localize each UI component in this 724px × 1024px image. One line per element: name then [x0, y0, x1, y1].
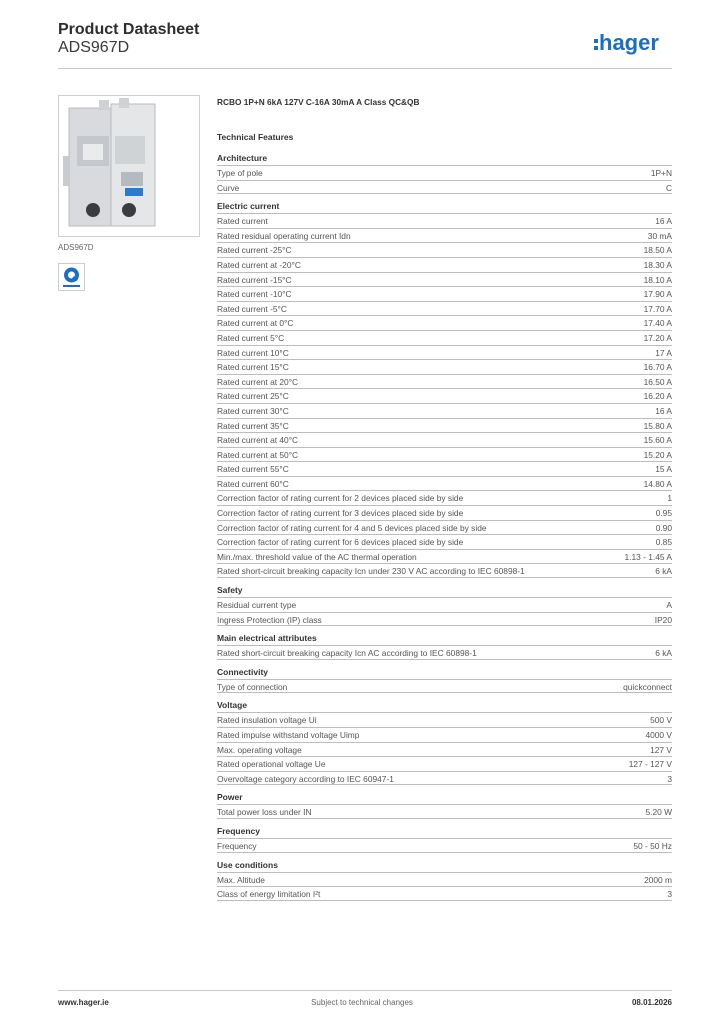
feature-label: Rated current at 50°C [217, 449, 299, 460]
feature-value: 0.95 [655, 508, 672, 519]
quickconnect-icon [58, 263, 85, 291]
feature-label: Rated current at 20°C [217, 376, 299, 387]
feature-label: Rated current [217, 216, 268, 227]
rcbo-device-icon [59, 96, 199, 236]
feature-value: 127 V [650, 744, 672, 755]
feature-row [217, 432, 672, 447]
feature-section [217, 200, 672, 578]
feature-value: 1P+N [650, 168, 672, 178]
feature-value: 3 [667, 889, 672, 900]
feature-label: Type of pole [217, 168, 263, 178]
product-image [58, 95, 200, 237]
feature-value: 1.13 - 1.45 A [624, 551, 672, 562]
feature-section [217, 825, 672, 853]
feature-row [217, 330, 672, 345]
feature-row [217, 679, 672, 694]
feature-label: Rated current 5°C [217, 332, 285, 343]
feature-label: Correction factor of rating current for 2 devices placed side by side [217, 493, 464, 504]
footer-divider [58, 990, 672, 991]
feature-value: 4000 V [645, 730, 672, 740]
feature-row [217, 286, 672, 301]
feature-row [217, 597, 672, 612]
feature-value: 18.50 A [643, 245, 672, 256]
feature-label: Overvoltage category according to IEC 60947-1 [217, 773, 394, 784]
footer-disclaimer: Subject to technical changes [311, 998, 413, 1007]
feature-label: Rated current 15°C [217, 362, 289, 373]
feature-value: 15.20 A [643, 449, 672, 460]
feature-label: Rated current at 0°C [217, 318, 294, 329]
feature-value: IP20 [654, 614, 672, 625]
feature-label: Rated current 25°C [217, 391, 289, 402]
feature-value: quickconnect [623, 681, 672, 692]
feature-section [217, 584, 672, 626]
header-divider [58, 68, 672, 69]
feature-label: Residual current type [217, 600, 297, 611]
feature-label: Max. Altitude [217, 874, 265, 885]
datasheet-content [217, 96, 672, 901]
feature-row [217, 213, 672, 228]
feature-label: Rated current 10°C [217, 347, 289, 358]
feature-row [217, 315, 672, 330]
feature-label: Curve [217, 182, 240, 193]
feature-row [217, 374, 672, 389]
feature-label: Correction factor of rating current for 3 devices placed side by side [217, 508, 464, 519]
section-rows [217, 872, 672, 901]
feature-value: 0.85 [655, 537, 672, 548]
feature-value: A [666, 600, 672, 611]
feature-row [217, 165, 672, 180]
feature-row [217, 563, 672, 578]
feature-label: Ingress Protection (IP) class [217, 614, 322, 625]
feature-row [217, 712, 672, 727]
feature-label: Correction factor of rating current for 4 and 5 devices placed side by side [217, 522, 487, 533]
feature-row [217, 520, 672, 535]
feature-section [217, 632, 672, 660]
feature-row [217, 447, 672, 462]
feature-row [217, 872, 672, 887]
feature-label: Rated operational voltage Ue [217, 759, 326, 770]
feature-row [217, 727, 672, 742]
feature-section [217, 699, 672, 785]
section-rows [217, 645, 672, 660]
section-title: Voltage [217, 700, 248, 711]
feature-value: 15.60 A [643, 435, 672, 446]
feature-value: 16 A [655, 216, 672, 227]
document-title: Product Datasheet [58, 21, 200, 38]
feature-value: 16.70 A [643, 362, 672, 373]
section-rows [217, 165, 672, 194]
feature-row [217, 228, 672, 243]
feature-row [217, 886, 672, 901]
feature-row [217, 490, 672, 505]
feature-label: Correction factor of rating current for 6 devices placed side by side [217, 537, 464, 548]
footer-website[interactable]: www.hager.ie [58, 998, 109, 1007]
product-name: RCBO 1P+N 6kA 127V C-16A 30mA A Class QC&QB [217, 97, 420, 107]
section-title: Use conditions [217, 859, 278, 870]
feature-label: Min./max. threshold value of the AC thermal operation [217, 551, 417, 562]
feature-row [217, 534, 672, 549]
feature-label: Max. operating voltage [217, 744, 302, 755]
feature-row [217, 476, 672, 491]
feature-row [217, 242, 672, 257]
feature-row [217, 549, 672, 564]
feature-section [217, 791, 672, 819]
feature-label: Class of energy limitation I²t [217, 889, 321, 900]
feature-value: 127 - 127 V [628, 759, 672, 770]
feature-label: Rated current -25°C [217, 245, 292, 256]
feature-label: Rated current 60°C [217, 478, 289, 489]
feature-section [217, 859, 672, 901]
feature-label: Rated impulse withstand voltage Uimp [217, 730, 360, 740]
feature-value: 16 A [655, 405, 672, 416]
feature-row [217, 505, 672, 520]
feature-label: Rated residual operating current Idn [217, 230, 351, 241]
feature-row [217, 771, 672, 786]
feature-value: 15.80 A [643, 420, 672, 431]
feature-value: 14.80 A [643, 478, 672, 489]
section-title: Main electrical attributes [217, 633, 317, 644]
feature-label: Rated current -5°C [217, 303, 287, 314]
feature-value: 6 kA [655, 566, 672, 577]
feature-value: 17.20 A [643, 332, 672, 343]
feature-label: Rated current 30°C [217, 405, 289, 416]
feature-value: 17 A [655, 347, 672, 358]
feature-label: Rated current 55°C [217, 464, 289, 475]
feature-label: Rated current at 40°C [217, 435, 299, 446]
feature-label: Rated current -10°C [217, 289, 292, 300]
footer-date: 08.01.2026 [631, 998, 672, 1007]
feature-label: Total power loss under IN [217, 807, 312, 818]
feature-label: Rated short-circuit breaking capacity Icn under 230 V AC according to IEC 60898-1 [217, 566, 525, 577]
feature-row [217, 257, 672, 272]
feature-label: Rated insulation voltage Ui [217, 715, 317, 726]
feature-value: 500 V [650, 715, 672, 726]
feature-row [217, 756, 672, 771]
feature-section [217, 666, 672, 694]
feature-row [217, 612, 672, 627]
feature-value: 50 - 50 Hz [633, 840, 672, 851]
hager-logo [593, 26, 675, 56]
technical-features-heading: Technical Features [217, 132, 294, 142]
feature-row [217, 403, 672, 418]
feature-row [217, 359, 672, 374]
section-title: Electric current [217, 201, 280, 212]
feature-label: Rated current -15°C [217, 274, 292, 285]
section-title: Frequency [217, 825, 260, 836]
feature-value: 30 mA [647, 230, 672, 241]
section-title: Power [217, 792, 243, 803]
feature-value: 16.20 A [643, 391, 672, 402]
logo-text: hager [599, 30, 659, 55]
section-title: Connectivity [217, 666, 269, 677]
section-rows [217, 838, 672, 853]
feature-label: Rated short-circuit breaking capacity Icn AC according to IEC 60898-1 [217, 648, 477, 659]
feature-value: 0.90 [655, 522, 672, 533]
feature-value: 17.90 A [643, 289, 672, 300]
feature-section [217, 152, 672, 194]
feature-value: 2000 m [644, 874, 672, 885]
section-title: Safety [217, 585, 243, 596]
feature-value: 18.10 A [643, 274, 672, 285]
feature-label: Frequency [217, 840, 257, 851]
feature-value: 15 A [655, 464, 672, 475]
product-image-caption: ADS967D [58, 243, 94, 252]
feature-row [217, 388, 672, 403]
section-rows [217, 804, 672, 819]
feature-value: 6 kA [655, 648, 672, 659]
section-rows [217, 712, 672, 785]
feature-value: 16.50 A [643, 376, 672, 387]
feature-sections [217, 152, 672, 901]
feature-row [217, 645, 672, 660]
feature-row [217, 742, 672, 757]
document-subtitle: ADS967D [58, 39, 130, 56]
feature-row [217, 804, 672, 819]
section-title: Architecture [217, 153, 268, 163]
section-rows [217, 213, 672, 578]
feature-row [217, 461, 672, 476]
section-rows [217, 679, 672, 694]
feature-value: 5.20 W [645, 807, 672, 818]
feature-value: 17.40 A [643, 318, 672, 329]
feature-row [217, 301, 672, 316]
feature-row [217, 180, 672, 195]
feature-label: Rated current 35°C [217, 420, 289, 431]
feature-row [217, 345, 672, 360]
feature-value: C [665, 182, 672, 193]
feature-label: Type of connection [217, 681, 288, 692]
section-rows [217, 597, 672, 626]
feature-row [217, 838, 672, 853]
feature-value: 3 [667, 773, 672, 784]
feature-value: 17.70 A [643, 303, 672, 314]
feature-row [217, 418, 672, 433]
feature-value: 18.30 A [643, 259, 672, 270]
feature-label: Rated current at -20°C [217, 259, 301, 270]
feature-value: 1 [667, 493, 672, 504]
feature-row [217, 272, 672, 287]
